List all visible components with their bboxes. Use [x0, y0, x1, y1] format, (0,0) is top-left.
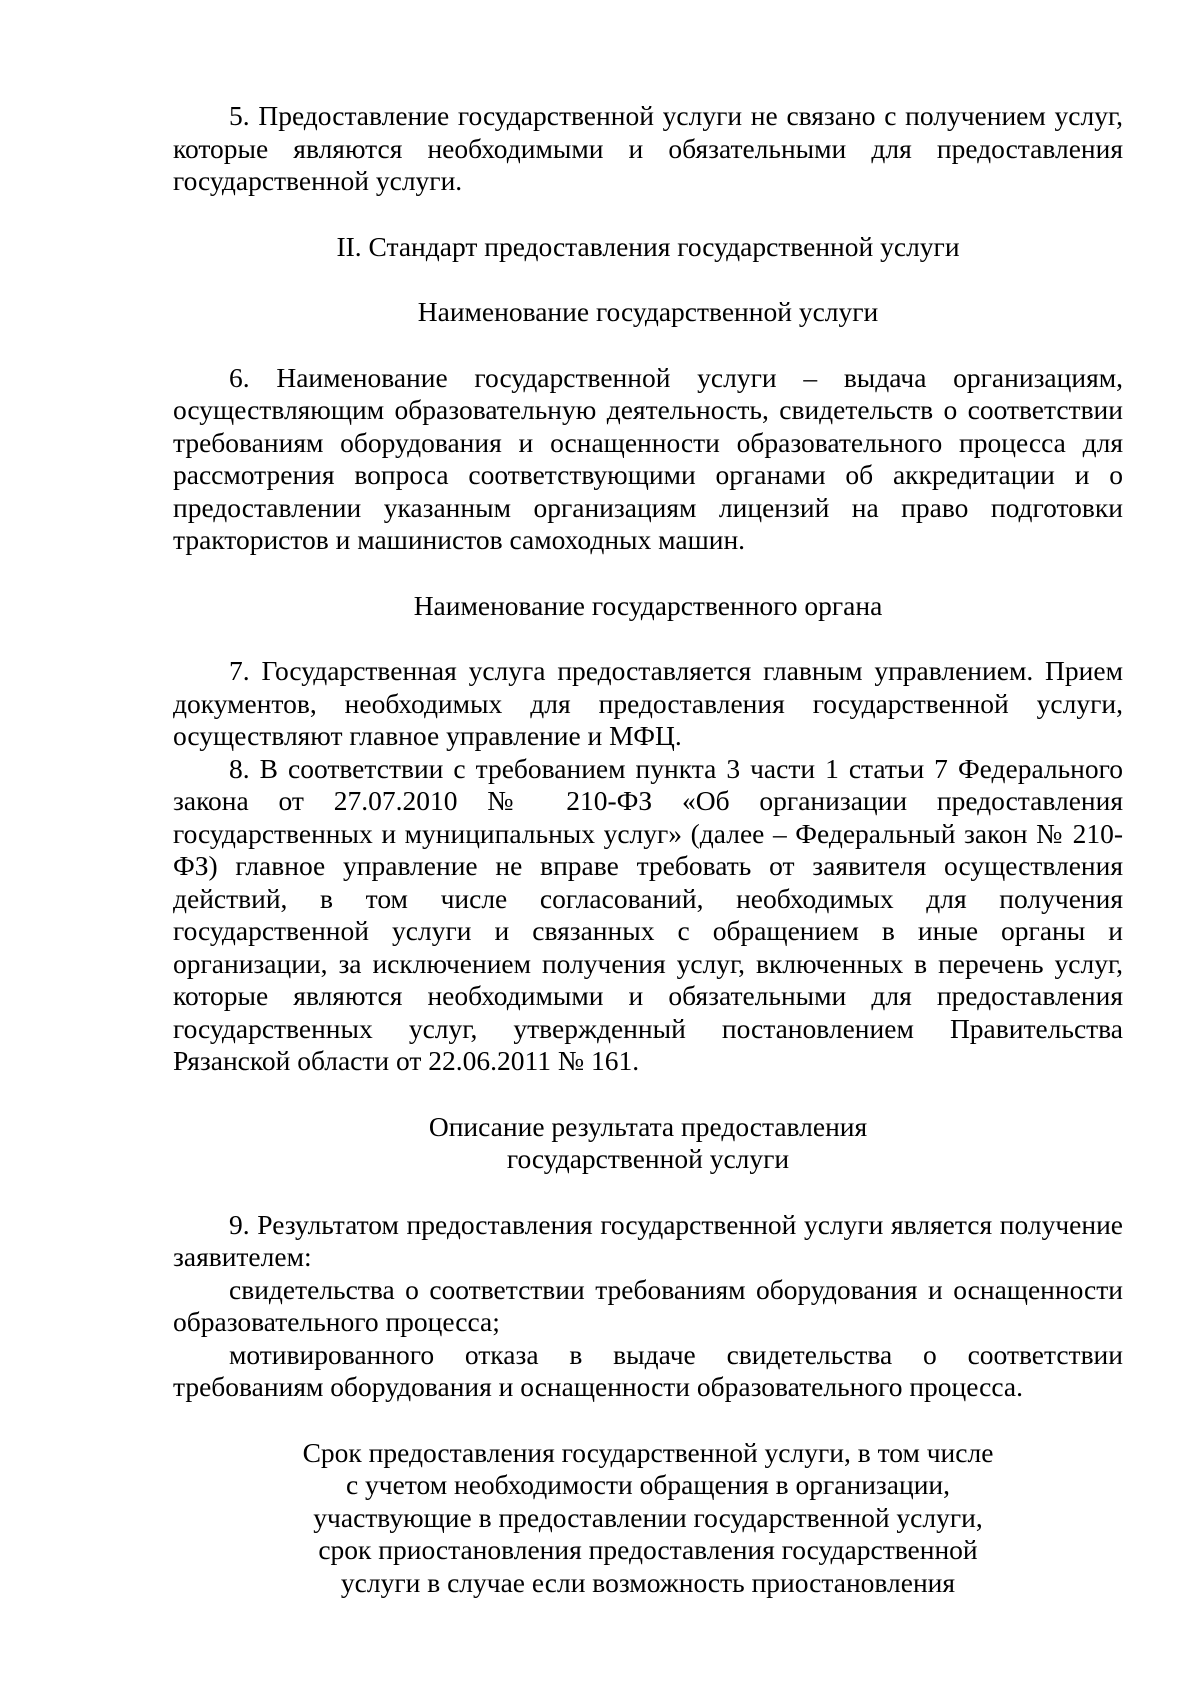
subheading-result-line-2: государственной услуги — [506, 1143, 790, 1174]
paragraph-9-item-certificate: свидетельства о соответствии требованиям оборудования и оснащенности образовательного процесса; — [173, 1273, 1123, 1337]
paragraph-5: 5. Предоставление государственной услуги не связано с получением услуг, которые являются необходимыми и обязательными для предоставления государственной услуги. — [173, 100, 1123, 196]
paragraph-7: 7. Государственная услуга предоставляется главным управлением. Прием документов, необходимых для предоставления государственной услуги, осуществляют главное управление и МФЦ. — [173, 655, 1123, 751]
subheading-term-line-3: участвующие в предоставлении государственной услуги, — [313, 1501, 983, 1533]
subheading-term-line-5: услуги в случае если возможность приостановления — [340, 1566, 956, 1598]
subheading-term-line-4: срок приостановления предоставления государственной — [318, 1534, 978, 1565]
subheading-term-line-1: Срок предоставления государственной услуги, в том числе — [302, 1436, 994, 1468]
document-body — [173, 100, 1123, 1599]
paragraph-6: 6. Наименование государственной услуги – выдача организациям, осуществляющим образовательную деятельность, свидетельств о соответствии требованиям оборудования и оснащенности образовательного процесса для рассмотрения вопроса соответствующими органами об аккредитации и о предоставлении указанным организациям лицензий на право подготовки трактористов и машинистов самоходных машин. — [173, 361, 1123, 555]
subheading-result-description — [173, 1111, 1123, 1176]
paragraph-9: 9. Результатом предоставления государственной услуги является получение заявителем: — [173, 1208, 1123, 1272]
subheading-authority-name: Наименование государственного органа — [413, 589, 883, 621]
subheading-result-line-1: Описание результата предоставления — [428, 1110, 868, 1142]
paragraph-8: 8. В соответствии с требованием пункта 3 части 1 статьи 7 Федерального закона от 27.07.2010 № 210-ФЗ «Об организации предоставления государственных и муниципальных услуг» (далее – Федеральный закон № 210-ФЗ) главное управление не вправе требовать от заявителя осуществления действий, в том числе согласований, необходимых для получения государственной услуги и связанных с обращением в иные органы и организации, за исключением получения услуг, включенных в перечень услуг, которые являются необходимыми и обязательными для предоставления государственных услуг, утвержденный постановлением Правительства Рязанской области от 22.06.2011 № 161. — [173, 752, 1123, 1076]
paragraph-9-item-refusal: мотивированного отказа в выдаче свидетельства о соответствии требованиям оборудования и оснащенности образовательного процесса. — [173, 1338, 1123, 1402]
subheading-service-term — [173, 1437, 1123, 1600]
subheading-term-line-2: с учетом необходимости обращения в организации, — [345, 1469, 951, 1500]
section-heading-standard: II. Стандарт предоставления государственной услуги — [336, 230, 960, 262]
subheading-service-name: Наименование государственной услуги — [417, 296, 879, 327]
